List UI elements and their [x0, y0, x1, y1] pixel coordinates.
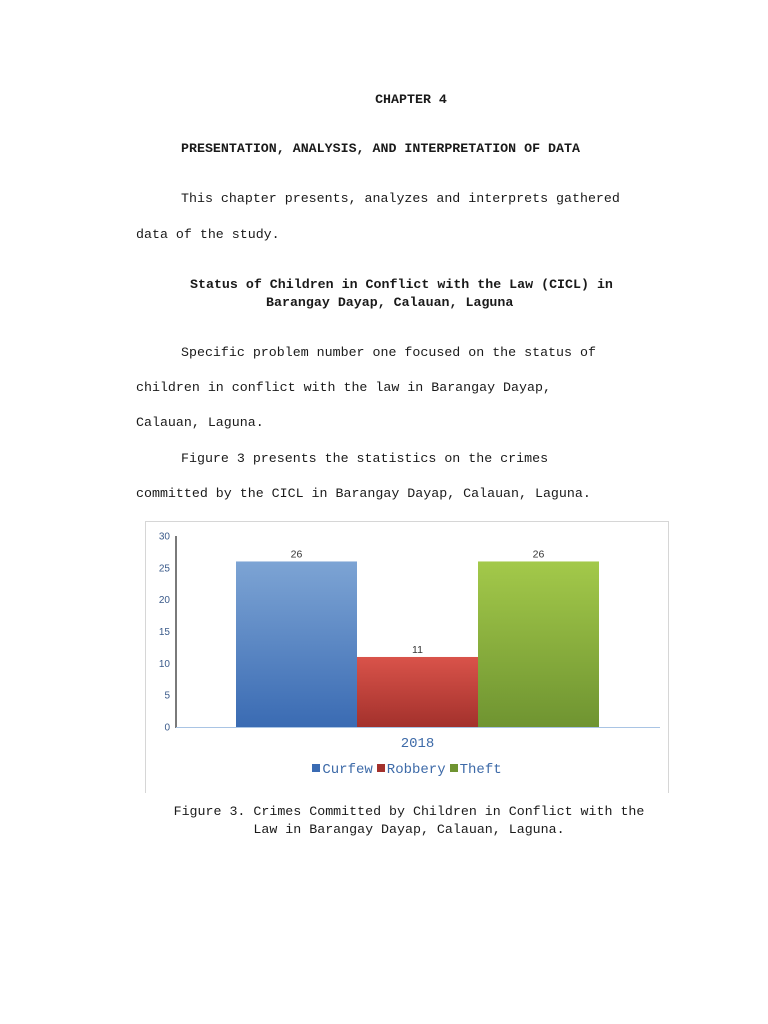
bar-robbery — [357, 657, 478, 727]
y-tick-label: 10 — [158, 658, 170, 670]
caption-line-1: Figure 3. Crimes Committed by Children in Conflict with the — [173, 804, 645, 819]
chart-legend — [146, 762, 668, 778]
y-tick-label: 25 — [158, 563, 170, 575]
data-label-curfew: 26 — [290, 548, 303, 561]
legend-label: Curfew — [322, 762, 373, 778]
paragraph2-line-1: Figure 3 presents the statistics on the crimes — [181, 451, 549, 466]
chapter-heading: CHAPTER 4 — [375, 92, 447, 107]
paragraph1-line-1: Specific problem number one focused on the status of — [181, 345, 596, 360]
paragraph1-line-2: children in conflict with the law in Barangay Dayap, — [136, 380, 551, 395]
bar-curfew — [236, 561, 357, 727]
legend-item-curfew — [312, 762, 372, 778]
data-label-robbery: 11 — [412, 643, 423, 656]
y-tick-label: 20 — [158, 595, 170, 607]
legend-label: Theft — [459, 762, 502, 778]
y-tick-label: 5 — [164, 690, 170, 702]
paragraph1-line-3: Calauan, Laguna. — [136, 415, 264, 430]
bar-chart — [146, 522, 670, 758]
subheading-line-1: Status of Children in Conflict with the Law (CICL) in — [190, 277, 613, 292]
figure-caption — [120, 803, 698, 839]
intro-line-1: This chapter presents, analyzes and interprets gathered — [181, 191, 620, 206]
legend-item-robbery — [377, 762, 446, 778]
paragraph2-line-2: committed by the CICL in Barangay Dayap, Calauan, Laguna. — [136, 486, 591, 501]
x-tick-label: 2018 — [400, 736, 435, 752]
data-label-theft: 26 — [532, 548, 545, 561]
y-tick-label: 15 — [158, 627, 170, 638]
y-tick-label: 0 — [164, 722, 170, 734]
legend-label: Robbery — [386, 762, 446, 778]
caption-line-2: Law in Barangay Dayap, Calauan, Laguna. — [253, 822, 565, 837]
subheading-line-2: Barangay Dayap, Calauan, Laguna — [266, 295, 514, 310]
bar-theft — [478, 561, 599, 727]
legend-swatch — [312, 764, 320, 772]
section-heading: PRESENTATION, ANALYSIS, AND INTERPRETATION OF DATA — [181, 141, 580, 156]
legend-swatch — [377, 764, 385, 772]
bar-chart-figure — [145, 521, 669, 793]
legend-item-theft — [450, 762, 502, 778]
y-tick-label: 30 — [158, 531, 170, 543]
intro-line-2: data of the study. — [136, 227, 280, 242]
legend-swatch — [450, 764, 458, 772]
